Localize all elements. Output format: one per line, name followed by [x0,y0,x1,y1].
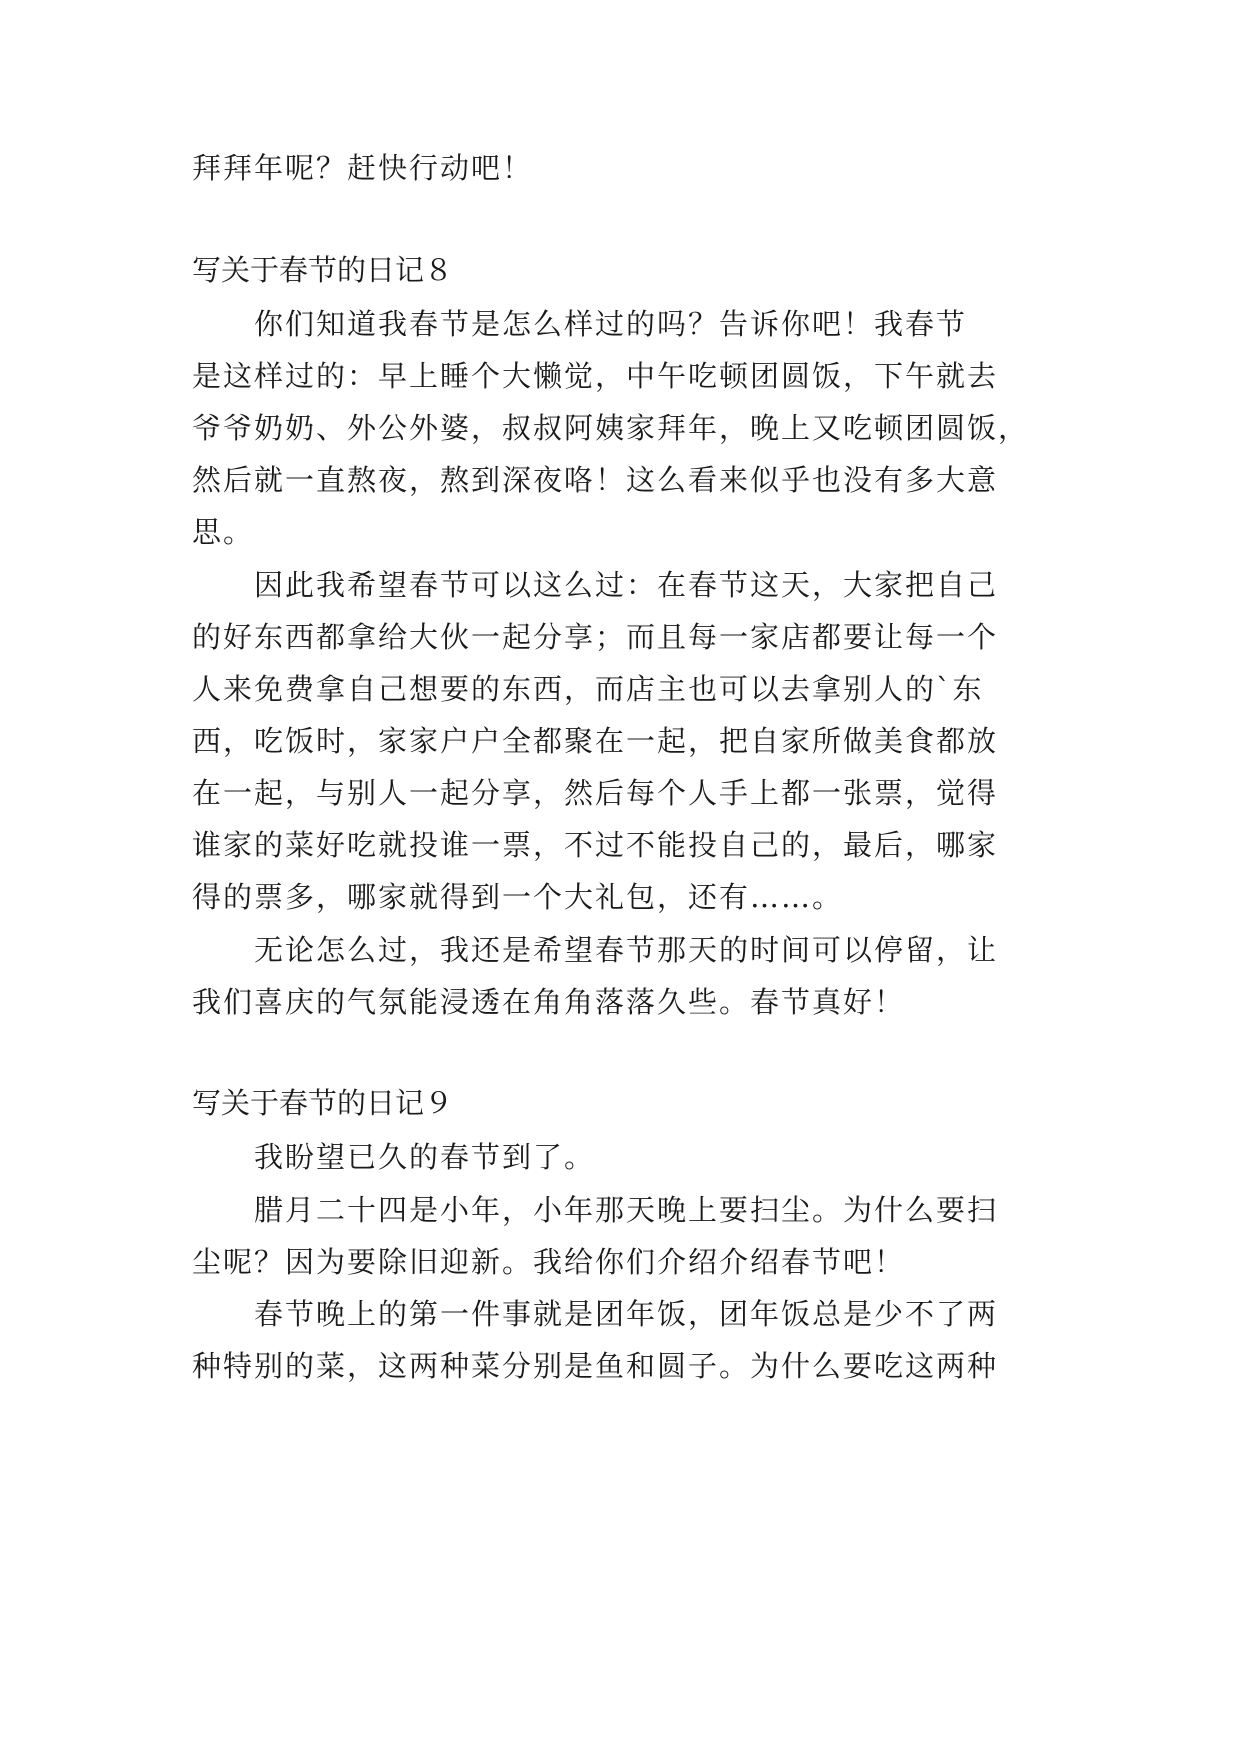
text-line: 因此我希望春节可以这么过：在春节这天，大家把自己 [192,568,999,602]
text-line: 腊月二十四是小年，小年那天晚上要扫尘。为什么要扫 [192,1193,999,1227]
text-line: 你们知道我春节是怎么样过的吗？告诉你吧！我春节 [192,307,968,341]
text-line: 然后就一直熬夜，熬到深夜咯！这么看来似乎也没有多大意 [192,463,999,497]
text-line: 是这样过的：早上睡个大懒觉，中午吃顿团圆饭，下午就去 [192,359,999,393]
text-line: 拜拜年呢？赶快行动吧！ [192,151,534,185]
text-line: 在一起，与别人一起分享，然后每个人手上都一张票，觉得 [192,776,999,810]
text-line: 得的票多，哪家就得到一个大礼包，还有……。 [192,880,844,914]
section-heading: 写关于春节的日记９ [192,1086,454,1120]
section-heading: 写关于春节的日记８ [192,253,454,287]
text-line: 西，吃饭时，家家户户全都聚在一起，把自家所做美食都放 [192,724,999,758]
text-line: 无论怎么过，我还是希望春节那天的时间可以停留，让 [192,933,999,967]
text-line: 我盼望已久的春节到了。 [192,1140,596,1174]
text-line: 人来免费拿自己想要的东西，而店主也可以去拿别人的`东 [192,672,984,706]
text-line: 的好东西都拿给大伙一起分享；而且每一家店都要让每一个 [192,620,999,654]
text-line: 种特别的菜，这两种菜分别是鱼和圆子。为什么要吃这两种 [192,1349,999,1383]
text-line: 谁家的菜好吃就投谁一票，不过不能投自己的，最后，哪家 [192,828,999,862]
text-line: 尘呢？因为要除旧迎新。我给你们介绍介绍春节吧！ [192,1245,906,1279]
text-line: 春节晚上的第一件事就是团年饭，团年饭总是少不了两 [192,1297,999,1331]
text-line: 爷爷奶奶、外公外婆，叔叔阿姨家拜年，晚上又吃顿团圆饭， [192,411,1030,445]
text-line: 思。 [192,515,255,549]
text-line: 我们喜庆的气氛能浸透在角角落落久些。春节真好！ [192,985,906,1019]
